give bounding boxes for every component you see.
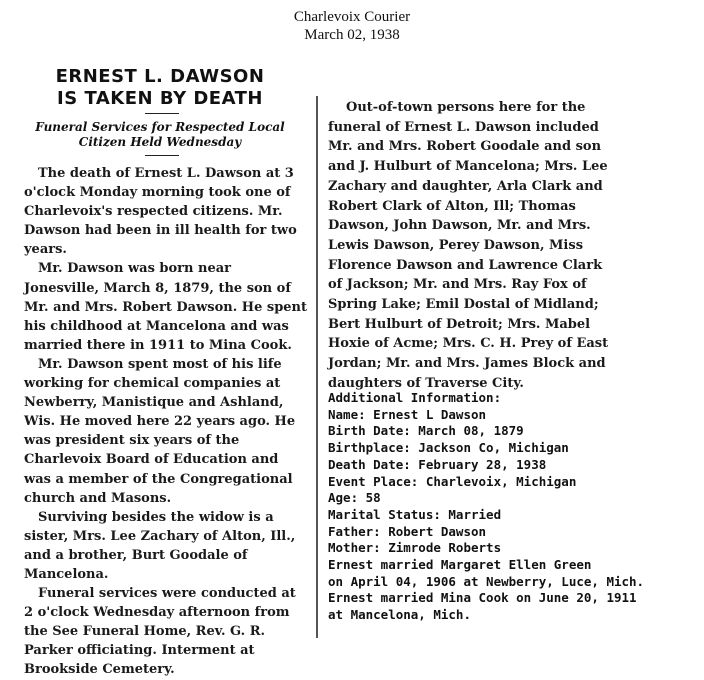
info-marriage-1: Ernest married Margaret Ellen Green (328, 557, 592, 573)
info-marital-status: Marital Status: Married (328, 506, 502, 522)
additional-heading: Additional Information: (328, 390, 502, 405)
info-birth-date: Birth Date: March 08, 1879 (328, 423, 524, 439)
info-marriage-2: Ernest married Mina Cook on June 20, 1911 (328, 590, 637, 606)
paragraph-funeral: Funeral services were conducted at 2 o'clock Wednesday afternoon from the See Funeral Home, Rev. G. R. Parker officiating. Interment at Brookside Cemetery. (24, 586, 296, 678)
deck-line-2: Citizen Held Wednesday (78, 135, 242, 149)
info-father: Father: Robert Dawson (328, 523, 487, 539)
paragraph-survivors: Surviving besides the widow is a sister, Mrs. Lee Zachary of Alton, Ill., and a brother, Burt Goodale of Mancelona. (24, 509, 296, 582)
info-name: Name: Ernest L Dawson (328, 406, 487, 422)
info-mother: Mother: Zimrode Roberts (328, 540, 502, 556)
info-marriage-1-detail: on April 04, 1906 at Newberry, Luce, Mich. (328, 573, 645, 589)
headline-line-1: ERNEST L. DAWSON (55, 66, 265, 87)
article-headline (24, 66, 296, 110)
info-marriage-2-detail: at Mancelona, Mich. (328, 607, 471, 623)
article-deck (24, 120, 296, 150)
newspaper-name: Charlevoix Courier (293, 9, 411, 25)
publication-date: March 02, 1938 (304, 27, 400, 43)
article-body-left (24, 164, 308, 680)
info-age: Age: 58 (328, 490, 381, 506)
info-death-date: Death Date: February 28, 1938 (328, 456, 547, 472)
article-body-right (328, 98, 618, 394)
paragraph-birth: Mr. Dawson was born near Jonesville, March 8, 1879, the son of Mr. and Mrs. Robert Dawson. He spent his childhood at Mancelona and was married there in 1911 to Mina Cook. (24, 261, 308, 353)
deck-line-1: Funeral Services for Respected Local (35, 120, 285, 134)
additional-information (328, 390, 698, 624)
info-birthplace: Birthplace: Jackson Co, Michigan (328, 440, 569, 456)
masthead (0, 8, 704, 44)
headline-rule (145, 113, 179, 114)
paragraph-out-of-town: Out-of-town persons here for the funeral of Ernest L. Dawson included Mr. and Mrs. Robert Goodale and son and J. Hulburt of Mancelona; Mrs. Lee Zachary and daughter, Arla Clark and Robert Clark of Alton, Ill; Thomas Dawson, John Dawson, Mr. and Mrs. Lewis Dawson, Perey Dawson, Miss Florence Dawson and Lawrence Clark of Jackson; Mr. and Mrs. Ray Fox of Spring Lake; Emil Dostal of Midland; Bert Hulburt of Detroit; Mrs. Mabel Hoxie of Acme; Mrs. C. H. Prey of East Jordan; Mr. and Mrs. James Block and daughters of Traverse City. (328, 100, 609, 391)
headline-line-2: IS TAKEN BY DEATH (57, 88, 263, 109)
column-divider (316, 96, 318, 638)
deck-rule (145, 155, 179, 156)
paragraph-career: Mr. Dawson spent most of his life working for chemical companies at Newberry, Manistique and Ashland, Wis. He moved here 22 years ago. He was president six years of the Charlevoix Board of Education and was a member of the Congregational church and Masons. (24, 356, 296, 506)
paragraph-death: The death of Ernest L. Dawson at 3 o'clock Monday morning took one of Charlevoix's respected citizens. Mr. Dawson had been in ill health for two years. (24, 166, 297, 258)
info-event-place: Event Place: Charlevoix, Michigan (328, 473, 577, 489)
